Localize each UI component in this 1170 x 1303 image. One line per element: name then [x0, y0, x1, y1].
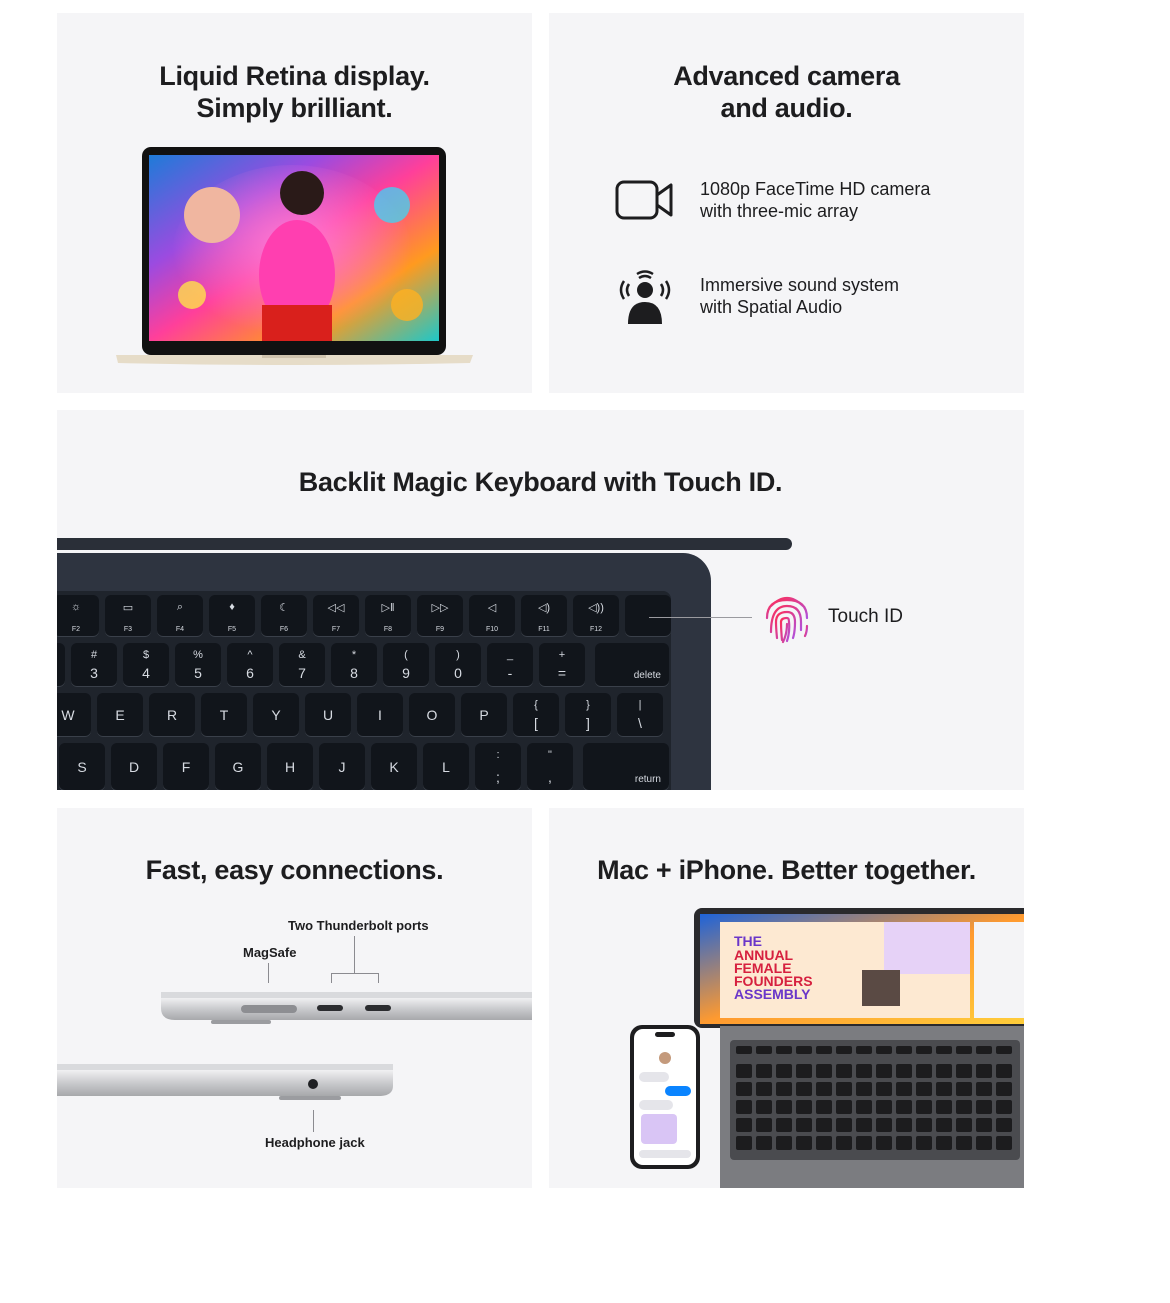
- connections-tile: [57, 808, 532, 1188]
- audio-feature: [615, 271, 899, 321]
- key-r: R: [149, 693, 195, 737]
- mini-key: [996, 1082, 1012, 1096]
- mini-key: [936, 1064, 952, 1078]
- bracket-key-1: } ]: [565, 693, 611, 737]
- screen-line-4: FOUNDERS: [734, 973, 813, 989]
- fn-key-f6: ☾ F6: [261, 595, 307, 637]
- mini-key: [816, 1118, 832, 1132]
- key-l-home: L: [423, 743, 469, 790]
- mini-key: [876, 1064, 892, 1078]
- mini-key: [996, 1118, 1012, 1132]
- mini-key: [836, 1136, 852, 1150]
- keyboard-tile: [57, 410, 1024, 790]
- mini-key: [976, 1118, 992, 1132]
- touch-id-key: [625, 595, 671, 637]
- magsafe-callout-line: [268, 963, 269, 983]
- mini-key: [956, 1064, 972, 1078]
- mini-key: [796, 1136, 812, 1150]
- fingerprint-icon: [761, 592, 813, 649]
- mini-key: [976, 1046, 992, 1054]
- mini-key: [796, 1064, 812, 1078]
- mini-key: [736, 1046, 752, 1054]
- mini-key: [896, 1118, 912, 1132]
- mini-key: [876, 1082, 892, 1096]
- mini-key: [756, 1118, 772, 1132]
- mini-key: [816, 1064, 832, 1078]
- mini-key: [756, 1136, 772, 1150]
- keyboard-title: Backlit Magic Keyboard with Touch ID.: [298, 467, 783, 497]
- mini-key: [896, 1100, 912, 1114]
- mini-key: [936, 1046, 952, 1054]
- mini-key: [876, 1118, 892, 1132]
- macbook-left-side-image: [161, 986, 532, 1034]
- thunderbolt-bracket-left: [331, 973, 332, 983]
- fn-key-f8: ▷‖ F8: [365, 595, 411, 637]
- key-j-home: J: [319, 743, 365, 790]
- macbook-right-side-image: [57, 1064, 393, 1108]
- mini-key: [816, 1136, 832, 1150]
- mini-key: [736, 1118, 752, 1132]
- key-h-home: H: [267, 743, 313, 790]
- mini-key: [856, 1118, 872, 1132]
- key-partial-2: [57, 643, 65, 687]
- keyboard-keys: [57, 591, 671, 790]
- mini-key: [916, 1064, 932, 1078]
- spatial-audio-icon: [615, 271, 675, 321]
- key-9: + =: [539, 643, 585, 687]
- fn-key-f7: ◁◁ F7: [313, 595, 359, 637]
- mini-key: [836, 1046, 852, 1054]
- camera-feature-text: 1080p FaceTime HD camera with three-mic array: [700, 179, 931, 221]
- mini-key: [736, 1082, 752, 1096]
- key-p: P: [461, 693, 507, 737]
- thunderbolt-label: Two Thunderbolt ports: [288, 918, 429, 933]
- key-6: ( 9: [383, 643, 429, 687]
- fn-key-f3: ▭ F3: [105, 595, 151, 637]
- display-tile: [57, 13, 532, 393]
- punct-key-1: " ,: [527, 743, 573, 790]
- macbook-display-image: [112, 145, 477, 367]
- mini-key: [976, 1136, 992, 1150]
- keyboard-image: [57, 553, 711, 790]
- key-t: T: [201, 693, 247, 737]
- mini-key: [816, 1082, 832, 1096]
- mini-key: [916, 1100, 932, 1114]
- mini-key: [776, 1100, 792, 1114]
- mini-key: [896, 1046, 912, 1054]
- mini-key: [996, 1046, 1012, 1054]
- mini-key: [876, 1100, 892, 1114]
- headphone-label: Headphone jack: [265, 1135, 365, 1150]
- continuity-tile: [549, 808, 1024, 1188]
- fn-key-f12: ◁)) F12: [573, 595, 619, 637]
- mini-key: [956, 1082, 972, 1096]
- display-title: Liquid Retina display. Simply brilliant.: [159, 61, 430, 123]
- bracket-key-2: | \: [617, 693, 663, 737]
- mini-key: [936, 1082, 952, 1096]
- screen-line-1: THE: [734, 933, 762, 949]
- key-y: Y: [253, 693, 299, 737]
- key-3: ^ 6: [227, 643, 273, 687]
- mini-key: [876, 1046, 892, 1054]
- magsafe-label: MagSafe: [243, 945, 297, 960]
- mini-key: [796, 1100, 812, 1114]
- mini-key: [956, 1100, 972, 1114]
- fn-key-f5: ♦ F5: [209, 595, 255, 637]
- key-o: O: [409, 693, 455, 737]
- mini-key: [876, 1136, 892, 1150]
- key-d-home: D: [111, 743, 157, 790]
- mini-key: [956, 1046, 972, 1054]
- mini-key: [936, 1100, 952, 1114]
- fn-key-f11: ◁) F11: [521, 595, 567, 637]
- mini-key: [816, 1100, 832, 1114]
- touch-id-label: Touch ID: [828, 606, 903, 627]
- mini-key: [896, 1136, 912, 1150]
- mini-key: [736, 1064, 752, 1078]
- key-4: & 7: [279, 643, 325, 687]
- key-0: # 3: [71, 643, 117, 687]
- connections-title: Fast, easy connections.: [145, 855, 444, 885]
- thunderbolt-bracket: [331, 973, 379, 974]
- screen-line-5: ASSEMBLY: [734, 986, 811, 1002]
- iphone-image: [629, 1024, 701, 1170]
- mini-key: [796, 1118, 812, 1132]
- key-k-home: K: [371, 743, 417, 790]
- key-1: $ 4: [123, 643, 169, 687]
- keyboard-lid: [57, 538, 792, 550]
- mini-key: [856, 1046, 872, 1054]
- key-f-home: F: [163, 743, 209, 790]
- mini-key: [956, 1118, 972, 1132]
- mini-key: [756, 1100, 772, 1114]
- key-5: * 8: [331, 643, 377, 687]
- mini-key: [896, 1082, 912, 1096]
- fn-key-f9: ▷▷ F9: [417, 595, 463, 637]
- macbook-open-image: [694, 908, 1024, 1188]
- mini-key: [856, 1100, 872, 1114]
- mini-key: [996, 1100, 1012, 1114]
- mini-key: [896, 1064, 912, 1078]
- key-w: W: [57, 693, 91, 737]
- mini-key: [776, 1082, 792, 1096]
- screen-line-2: ANNUAL: [734, 947, 794, 963]
- continuity-title: Mac + iPhone. Better together.: [597, 855, 976, 885]
- mini-key: [976, 1100, 992, 1114]
- mini-key: [836, 1118, 852, 1132]
- camera-audio-tile: [549, 13, 1024, 393]
- delete-key: delete: [595, 643, 669, 687]
- mini-key: [856, 1064, 872, 1078]
- return-key: return: [583, 743, 669, 790]
- thunderbolt-callout-line: [354, 936, 355, 973]
- mini-key: [916, 1118, 932, 1132]
- key-e: E: [97, 693, 143, 737]
- punct-key-0: : ;: [475, 743, 521, 790]
- key-7: ) 0: [435, 643, 481, 687]
- mini-key: [756, 1082, 772, 1096]
- camera-audio-title: Advanced camera and audio.: [673, 61, 900, 123]
- headphone-callout-line: [313, 1110, 314, 1132]
- camera-feature: [615, 175, 930, 225]
- screen-line-3: FEMALE: [734, 960, 792, 976]
- bracket-key-0: { [: [513, 693, 559, 737]
- mini-key: [756, 1046, 772, 1054]
- mini-key: [776, 1064, 792, 1078]
- key-8: _ -: [487, 643, 533, 687]
- mini-key: [936, 1136, 952, 1150]
- mini-key: [856, 1082, 872, 1096]
- mini-key: [996, 1064, 1012, 1078]
- mini-key: [936, 1118, 952, 1132]
- mini-key: [856, 1136, 872, 1150]
- mini-key: [736, 1136, 752, 1150]
- key-u: U: [305, 693, 351, 737]
- mini-key: [976, 1064, 992, 1078]
- mini-key: [916, 1082, 932, 1096]
- video-camera-icon: [615, 175, 675, 225]
- audio-feature-text: Immersive sound system with Spatial Audio: [700, 275, 900, 317]
- mini-key: [796, 1046, 812, 1054]
- mini-key: [836, 1082, 852, 1096]
- touch-id-callout-line: [649, 617, 752, 618]
- mini-key: [976, 1082, 992, 1096]
- fn-key-f2: ☼ F2: [57, 595, 99, 637]
- fn-key-f4: ⌕ F4: [157, 595, 203, 637]
- key-i: I: [357, 693, 403, 737]
- fn-key-f10: ◁ F10: [469, 595, 515, 637]
- mini-key: [996, 1136, 1012, 1150]
- mini-key: [916, 1136, 932, 1150]
- thunderbolt-bracket-right: [378, 973, 379, 983]
- mini-key: [756, 1064, 772, 1078]
- mini-key: [816, 1046, 832, 1054]
- key-s-home: S: [59, 743, 105, 790]
- mini-key: [956, 1136, 972, 1150]
- mini-key: [736, 1100, 752, 1114]
- key-g-home: G: [215, 743, 261, 790]
- mini-key: [796, 1082, 812, 1096]
- mini-key: [776, 1118, 792, 1132]
- key-2: % 5: [175, 643, 221, 687]
- mini-key: [916, 1046, 932, 1054]
- mini-key: [836, 1064, 852, 1078]
- mini-key: [776, 1136, 792, 1150]
- mini-key: [836, 1100, 852, 1114]
- mini-key: [776, 1046, 792, 1054]
